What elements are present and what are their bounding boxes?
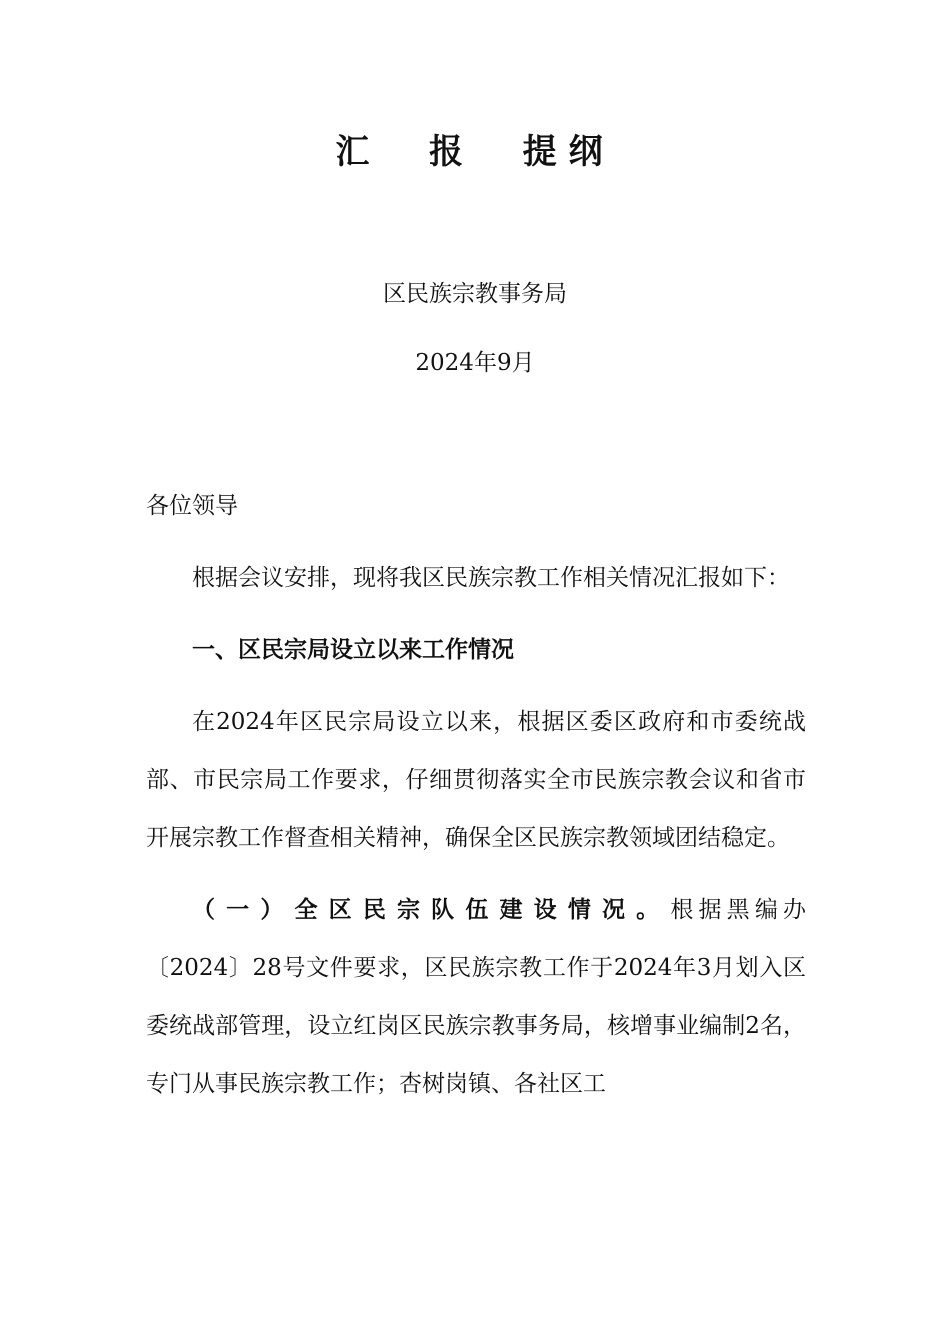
greeting: 各位领导: [146, 493, 238, 519]
document-title: 汇 报 提纲: [335, 132, 615, 172]
subsection-lead: （一）全区民宗队伍建设情况。: [192, 897, 671, 923]
section-heading: 一、区民宗局设立以来工作情况: [192, 637, 514, 663]
date-line: 2024年9月: [415, 350, 535, 376]
document-body: [146, 477, 806, 1113]
subsection-paragraph: [146, 881, 806, 1113]
intro-paragraph: 根据会议安排，现将我区民族宗教工作相关情况汇报如下：: [192, 565, 790, 591]
section-paragraph: 在2024年区民宗局设立以来，根据区委区政府和市委统战部、市民宗局工作要求，仔细贯彻落实全市民族宗教会议和省市开展宗教工作督查相关精神，确保全区民族宗教领域团结稳定。: [146, 709, 806, 851]
subsection-text: 根据黑编办〔2024〕28号文件要求，区民族宗教工作于2024年3月划入区委统战部管理，设立红岗区民族宗教事务局，核增事业编制2名，专门从事民族宗教工作；杏树岗镇、各社区工: [146, 897, 807, 1097]
issuer-line: 区民族宗教事务局: [383, 281, 567, 307]
